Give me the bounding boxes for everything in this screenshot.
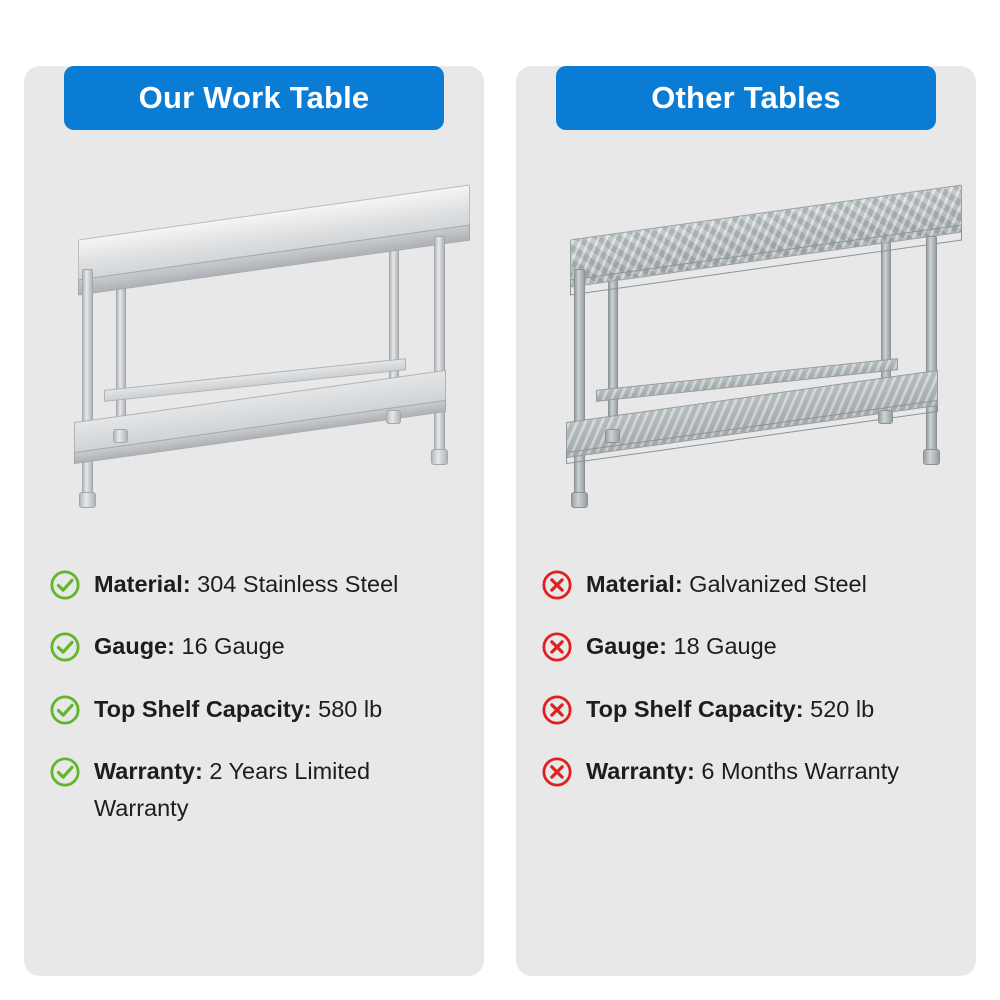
table-foot <box>79 492 96 508</box>
spec-label: Top Shelf Capacity: <box>586 695 804 722</box>
check-circle-icon <box>50 757 80 787</box>
spec-text <box>94 566 398 602</box>
spec-label: Gauge: <box>94 633 175 660</box>
spec-row <box>542 691 950 727</box>
spec-row <box>542 566 950 602</box>
table-leg <box>926 236 937 458</box>
spec-label: Top Shelf Capacity: <box>94 695 312 722</box>
spec-row <box>50 566 458 602</box>
check-circle-icon <box>50 695 80 725</box>
spec-label: Material: <box>94 571 191 597</box>
spec-value: 580 lb <box>318 695 383 722</box>
column-header-ours: Our Work Table <box>64 66 444 130</box>
comparison-column-ours <box>24 34 484 976</box>
spec-value: 2 Years Limited Warranty <box>94 758 371 821</box>
stainless-work-table-illustration <box>44 174 464 504</box>
cross-circle-icon <box>542 632 572 662</box>
spec-list-ours <box>24 554 484 826</box>
column-header-others: Other Tables <box>556 66 936 130</box>
spec-text <box>586 566 867 602</box>
spec-value: 6 Months Warranty <box>701 758 899 785</box>
product-image-others <box>516 124 976 554</box>
spec-list-others <box>516 554 976 790</box>
spec-row <box>542 753 950 789</box>
table-foot <box>571 492 588 508</box>
spec-row <box>542 628 950 664</box>
table-foot <box>605 429 620 443</box>
table-foot <box>431 449 448 465</box>
spec-text <box>586 753 899 789</box>
spec-row <box>50 753 458 826</box>
spec-text <box>94 628 285 664</box>
table-foot <box>923 449 940 465</box>
card-ours <box>24 66 484 976</box>
table-leg <box>434 236 445 458</box>
spec-value: 18 Gauge <box>673 633 777 660</box>
spec-text <box>94 691 382 727</box>
galvanized-work-table-illustration <box>536 174 956 504</box>
cross-circle-icon <box>542 757 572 787</box>
spec-text <box>94 753 458 826</box>
table-leg <box>574 269 585 501</box>
spec-label: Warranty: <box>586 758 695 785</box>
comparison-column-others <box>516 34 976 976</box>
check-circle-icon <box>50 570 80 600</box>
spec-label: Warranty: <box>94 758 203 785</box>
table-foot <box>878 410 893 424</box>
spec-label: Material: <box>586 571 683 597</box>
spec-value: 304 Stainless Steel <box>197 571 399 597</box>
table-foot <box>113 429 128 443</box>
card-others <box>516 66 976 976</box>
spec-value: 16 Gauge <box>181 633 285 660</box>
check-circle-icon <box>50 632 80 662</box>
spec-value: Galvanized Steel <box>689 571 867 597</box>
spec-row <box>50 628 458 664</box>
cross-circle-icon <box>542 695 572 725</box>
cross-circle-icon <box>542 570 572 600</box>
spec-text <box>586 691 874 727</box>
spec-value: 520 lb <box>810 695 875 722</box>
product-image-ours <box>24 124 484 554</box>
spec-text <box>586 628 777 664</box>
spec-label: Gauge: <box>586 633 667 660</box>
table-foot <box>386 410 401 424</box>
spec-row <box>50 691 458 727</box>
table-leg <box>82 269 93 501</box>
